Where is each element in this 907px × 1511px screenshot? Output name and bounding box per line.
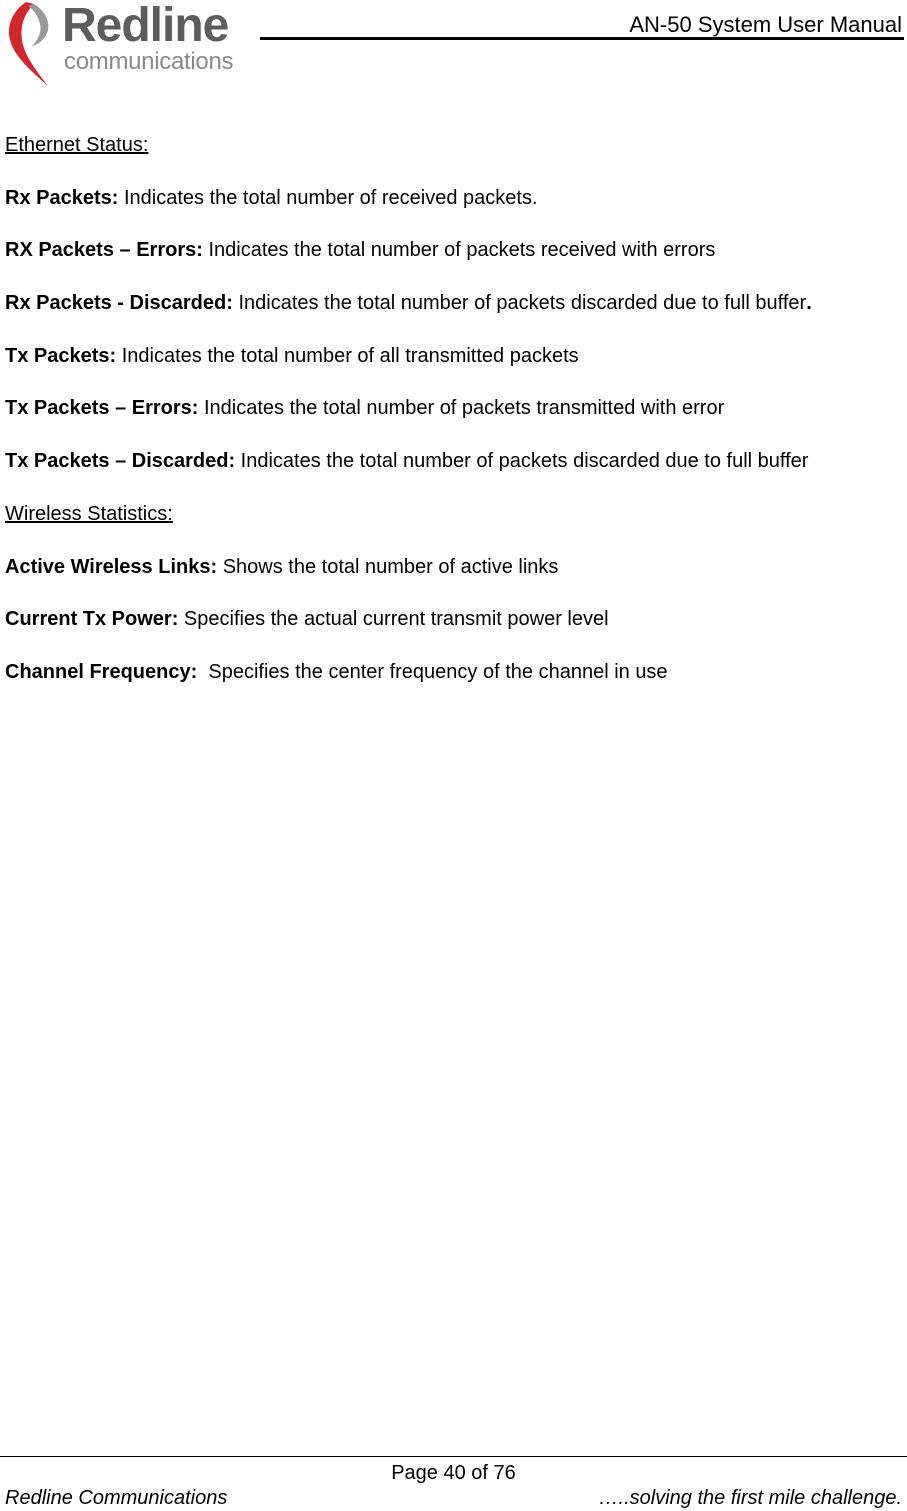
definition-desc: Indicates the total number of all transmitted packets — [116, 345, 579, 367]
footer-tagline: …..solving the first mile challenge. — [598, 1487, 902, 1509]
definition-desc: Shows the total number of active links — [217, 556, 559, 578]
logo-brand-text: Redline — [62, 0, 229, 52]
page-number: Page 40 of 76 — [391, 1462, 516, 1484]
page-header — [0, 0, 907, 90]
definition-rx-packets — [5, 186, 538, 210]
definition-term: Tx Packets – Discarded: — [5, 450, 236, 472]
definition-tx-packets-discarded — [5, 449, 808, 473]
definition-current-tx-power — [5, 607, 609, 631]
definition-desc: Indicates the total number of packets discarded due to full buffer — [232, 292, 807, 314]
definition-desc: Indicates the total number of packets discarded due to full buffer — [235, 450, 809, 472]
definition-term: Rx Packets: — [5, 187, 119, 209]
definition-term: Active Wireless Links: — [5, 556, 218, 578]
definition-term: Tx Packets: — [5, 345, 117, 367]
definition-active-wireless-links — [5, 555, 558, 579]
header-divider — [260, 37, 904, 40]
redline-logo-mark-icon — [4, 0, 60, 88]
definition-term: RX Packets – Errors: — [5, 239, 203, 261]
definition-tail: . — [806, 292, 812, 314]
definition-rx-packets-errors — [5, 238, 715, 262]
footer-divider — [0, 1456, 907, 1457]
definition-term: Tx Packets – Errors: — [5, 397, 199, 419]
definition-desc: Specifies the center frequency of the channel in use — [197, 661, 668, 683]
redline-logo — [4, 0, 254, 88]
definition-desc: Indicates the total number of received packets. — [118, 187, 538, 209]
logo-sub-text: communications — [64, 48, 234, 75]
definition-term: Current Tx Power: — [5, 608, 179, 630]
definition-tx-packets — [5, 344, 579, 368]
wireless-statistics-heading: Wireless Statistics: — [5, 503, 173, 525]
definition-desc: Indicates the total number of packets transmitted with error — [198, 397, 725, 419]
definition-tx-packets-errors — [5, 396, 724, 420]
definition-desc: Indicates the total number of packets received with errors — [202, 239, 716, 261]
manual-title: AN-50 System User Manual — [629, 12, 902, 37]
definition-desc: Specifies the actual current transmit power level — [178, 608, 609, 630]
definition-channel-frequency — [5, 660, 668, 684]
footer-company: Redline Communications — [5, 1487, 228, 1509]
definition-rx-packets-discarded — [5, 291, 812, 315]
definition-term: Rx Packets - Discarded: — [5, 292, 233, 314]
definition-term: Channel Frequency: — [5, 661, 198, 683]
ethernet-status-heading: Ethernet Status: — [5, 134, 149, 156]
